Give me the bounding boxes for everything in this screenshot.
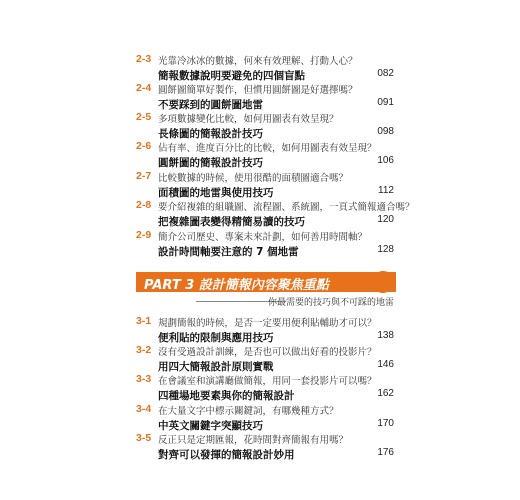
toc-entry bbox=[0, 196, 520, 228]
toc-entry bbox=[0, 108, 520, 140]
chapter-number: 3-2 bbox=[136, 344, 152, 356]
chapter-number: 3-4 bbox=[136, 403, 152, 415]
toc-entry bbox=[0, 137, 520, 169]
toc-entry bbox=[0, 400, 520, 432]
decorative-arc-icon bbox=[370, 270, 396, 294]
entry-title: 簡報數據說明要避免的四個盲點 bbox=[158, 70, 305, 82]
entry-title: 中英文關鍵字突顯技巧 bbox=[158, 420, 263, 432]
entry-question: 簡介公司歷史、專案未來計劃，如何善用時間軸？ bbox=[158, 232, 368, 243]
toc-entry bbox=[0, 312, 520, 344]
part-subtitle: 你最需要的技巧與不可踩的地雷 bbox=[267, 298, 394, 308]
entry-title: 不要踩到的圓餅圖地雷 bbox=[158, 99, 263, 111]
entry-title: 把複雜圖表變得精簡易讀的技巧 bbox=[158, 216, 305, 228]
page-number: 138 bbox=[377, 330, 394, 341]
entry-question: 光靠冷冰冰的數據，何來有效理解、打動人心？ bbox=[158, 56, 358, 67]
entry-title: 面積圖的地雷與使用技巧 bbox=[158, 187, 274, 199]
entry-question: 圓餅圖簡單好製作，但慣用圓餅圖是好選擇嗎？ bbox=[158, 85, 358, 96]
entry-question: 要介紹複雜的組職圖、流程圖、系統圖，一頁式簡報適合嗎？ bbox=[158, 202, 415, 213]
chapter-number: 2-6 bbox=[136, 140, 152, 152]
entry-title: 便利貼的限制與應用技巧 bbox=[158, 332, 274, 344]
page-number: 146 bbox=[377, 359, 394, 370]
page-number: 091 bbox=[377, 97, 394, 108]
chapter-number: 2-4 bbox=[136, 82, 152, 94]
toc-entry bbox=[0, 429, 520, 461]
entry-question: 在會議室和演講廳做簡報，用同一套投影片可以嗎？ bbox=[158, 376, 377, 387]
entry-question: 佔有率、進度百分比的比較，如何用圖表有效呈現？ bbox=[158, 143, 377, 154]
toc-entry bbox=[0, 370, 520, 402]
page-number: 176 bbox=[377, 447, 394, 458]
entry-question: 反正只是定期匯報，花時間對齊簡報有用嗎？ bbox=[158, 435, 349, 446]
page-number: 162 bbox=[377, 388, 394, 399]
page-number: 112 bbox=[378, 185, 394, 196]
entry-question: 沒有受過設計訓練，是否也可以做出好看的投影片？ bbox=[158, 347, 377, 358]
toc-entry bbox=[0, 79, 520, 111]
toc-entry bbox=[0, 341, 520, 373]
page-number: 170 bbox=[377, 418, 394, 429]
part-banner bbox=[136, 272, 396, 292]
entry-question: 比較數據的時候，使用很酷的面積圖適合嗎？ bbox=[158, 173, 349, 184]
entry-title: 圓餅圖的簡報設計技巧 bbox=[158, 157, 263, 169]
entry-title: 設計時間軸要注意的 7 個地雷 bbox=[158, 246, 299, 258]
chapter-number: 2-8 bbox=[136, 199, 152, 211]
entry-title: 用四大簡報設計原則實戰 bbox=[158, 361, 274, 373]
toc-entry bbox=[0, 226, 520, 258]
entry-question: 多項數據變化比較，如何用圖表有效呈現？ bbox=[158, 114, 339, 125]
entry-title: 長條圖的簡報設計技巧 bbox=[158, 128, 263, 140]
chapter-number: 3-3 bbox=[136, 373, 152, 385]
chapter-number: 2-5 bbox=[136, 111, 152, 123]
chapter-number: 2-9 bbox=[136, 229, 152, 241]
page-number: 082 bbox=[377, 68, 394, 79]
chapter-number: 2-7 bbox=[136, 170, 152, 182]
page-number: 098 bbox=[377, 126, 394, 137]
toc-entry bbox=[0, 167, 520, 199]
part-title: PART 3 設計簡報內容聚焦重點 bbox=[144, 278, 329, 293]
chapter-number: 2-3 bbox=[136, 53, 152, 65]
page-number: 106 bbox=[377, 155, 394, 166]
chapter-number: 3-5 bbox=[136, 432, 152, 444]
entry-title: 四種場地要素與你的簡報設計 bbox=[158, 390, 295, 402]
entry-title: 對齊可以發揮的簡報設計妙用 bbox=[158, 449, 295, 461]
page-number: 128 bbox=[377, 244, 394, 255]
entry-question: 在大量文字中標示關鍵詞，有哪幾種方式？ bbox=[158, 406, 339, 417]
page-number: 120 bbox=[377, 214, 394, 225]
chapter-number: 3-1 bbox=[136, 315, 152, 327]
toc-entry bbox=[0, 50, 520, 82]
entry-question: 規劃簡報的時候，是否一定要用便利貼輔助才可以？ bbox=[158, 318, 377, 329]
